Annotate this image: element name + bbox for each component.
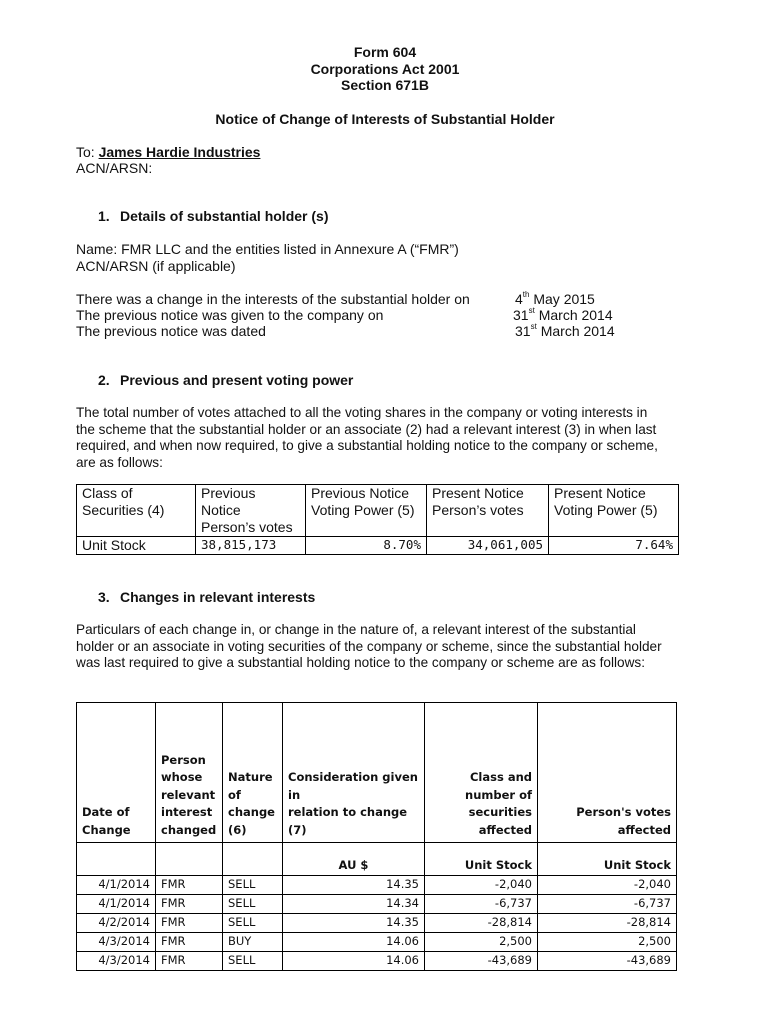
table-header-row [77,485,679,537]
change-date-value: 4th May 2015 [515,290,595,307]
cell-securities: 2,500 [425,933,538,952]
cell-securities: -43,689 [425,952,538,971]
prev-dated-label: The previous notice was dated [76,323,266,339]
cell-date: 4/1/2014 [77,876,156,895]
cell-date: 4/2/2014 [77,914,156,933]
cell-nature: SELL [223,895,283,914]
table-header-row [77,703,677,843]
acn-label: ACN/ARSN: [76,160,153,176]
company-name: James Hardie Industries [98,144,261,160]
cell-votes: -2,040 [538,876,677,895]
cell-consideration: 14.06 [283,933,425,952]
cell-nature: SELL [223,914,283,933]
act-title: Corporations Act 2001 [310,61,460,77]
section-title: Section 671B [341,77,429,93]
cell-votes: -28,814 [538,914,677,933]
cell-consideration: 14.34 [283,895,425,914]
cell-person: FMR [156,933,223,952]
header-present-power: Present Notice Voting Power (5) [549,485,679,537]
prev-given-label: The previous notice was given to the company on [76,307,384,323]
change-date-label: There was a change in the interests of the substantial holder on [76,291,470,307]
header-securities: Class and number of securities affected [425,703,538,843]
cell-securities: -28,814 [425,914,538,933]
cell-votes: -43,689 [538,952,677,971]
cell-consideration: 14.06 [283,952,425,971]
cell-votes: -6,737 [538,895,677,914]
header-nature: Nature of change (6) [223,703,283,843]
cell-consideration: 14.35 [283,876,425,895]
section2-heading: 2. Previous and present voting power [98,372,354,388]
cell-date: 4/1/2014 [77,895,156,914]
holder-acn-line: ACN/ARSN (if applicable) [76,258,236,274]
table-row [77,876,677,895]
notice-title: Notice of Change of Interests of Substantial Holder [215,111,555,127]
table-row [77,914,677,933]
addressee-line [76,144,260,160]
prev-dated-value: 31st March 2014 [515,322,615,339]
section3-heading: 3. Changes in relevant interests [98,589,316,605]
header-votes: Person's votes affected [538,703,677,843]
form-title: Form 604 [353,44,417,60]
changes-table [76,702,677,971]
cell-securities: -6,737 [425,895,538,914]
header-person: Person whose relevant interest changed [156,703,223,843]
table-subheader-row [77,843,677,876]
subheader-securities: Unit Stock [425,843,538,876]
subheader-nature [223,843,283,876]
subheader-consideration: AU $ [283,843,425,876]
table-row [77,895,677,914]
header-prev-power: Previous Notice Voting Power (5) [306,485,427,537]
cell-person: FMR [156,876,223,895]
cell-present-power: 7.64% [549,537,679,555]
header-date: Date of Change [77,703,156,843]
voting-power-table [76,484,679,555]
cell-consideration: 14.35 [283,914,425,933]
to-label: To: [76,144,95,160]
header-consideration: Consideration given in relation to change (7) [283,703,425,843]
cell-person: FMR [156,914,223,933]
cell-votes: 2,500 [538,933,677,952]
section2-paragraph: The total number of votes attached to all the voting shares in the company or voting interests in the scheme that the substantial holder or an associate (2) had a relevant interest (3) in when last required, and when now required, to give a substantial holding notice to the company or scheme, are as follows: [76,405,658,470]
cell-present-votes: 34,061,005 [427,537,549,555]
cell-nature: SELL [223,952,283,971]
cell-nature: SELL [223,876,283,895]
subheader-votes: Unit Stock [538,843,677,876]
header-class: Class of Securities (4) [77,485,196,537]
holder-name-line: Name: FMR LLC and the entities listed in Annexure A (“FMR”) [76,241,459,257]
subheader-person [156,843,223,876]
header-present-votes: Present Notice Person’s votes [427,485,549,537]
subheader-date [77,843,156,876]
cell-class: Unit Stock [77,537,196,555]
prev-given-value: 31st March 2014 [513,306,613,323]
cell-person: FMR [156,895,223,914]
section1-heading: 1. Details of substantial holder (s) [98,208,329,224]
cell-date: 4/3/2014 [77,952,156,971]
table-row [77,537,679,555]
section3-paragraph: Particulars of each change in, or change in the nature of, a relevant interest of the substantial holder or an associate in voting securities of the company or scheme, since the substantial holder was last required to give a substantial holding notice to the company or scheme are as follows: [76,622,662,670]
table-row [77,952,677,971]
cell-prev-power: 8.70% [306,537,427,555]
header-prev-votes: Previous Notice Person’s votes [196,485,306,537]
table-row [77,933,677,952]
cell-date: 4/3/2014 [77,933,156,952]
cell-nature: BUY [223,933,283,952]
cell-person: FMR [156,952,223,971]
cell-securities: -2,040 [425,876,538,895]
cell-prev-votes: 38,815,173 [196,537,306,555]
